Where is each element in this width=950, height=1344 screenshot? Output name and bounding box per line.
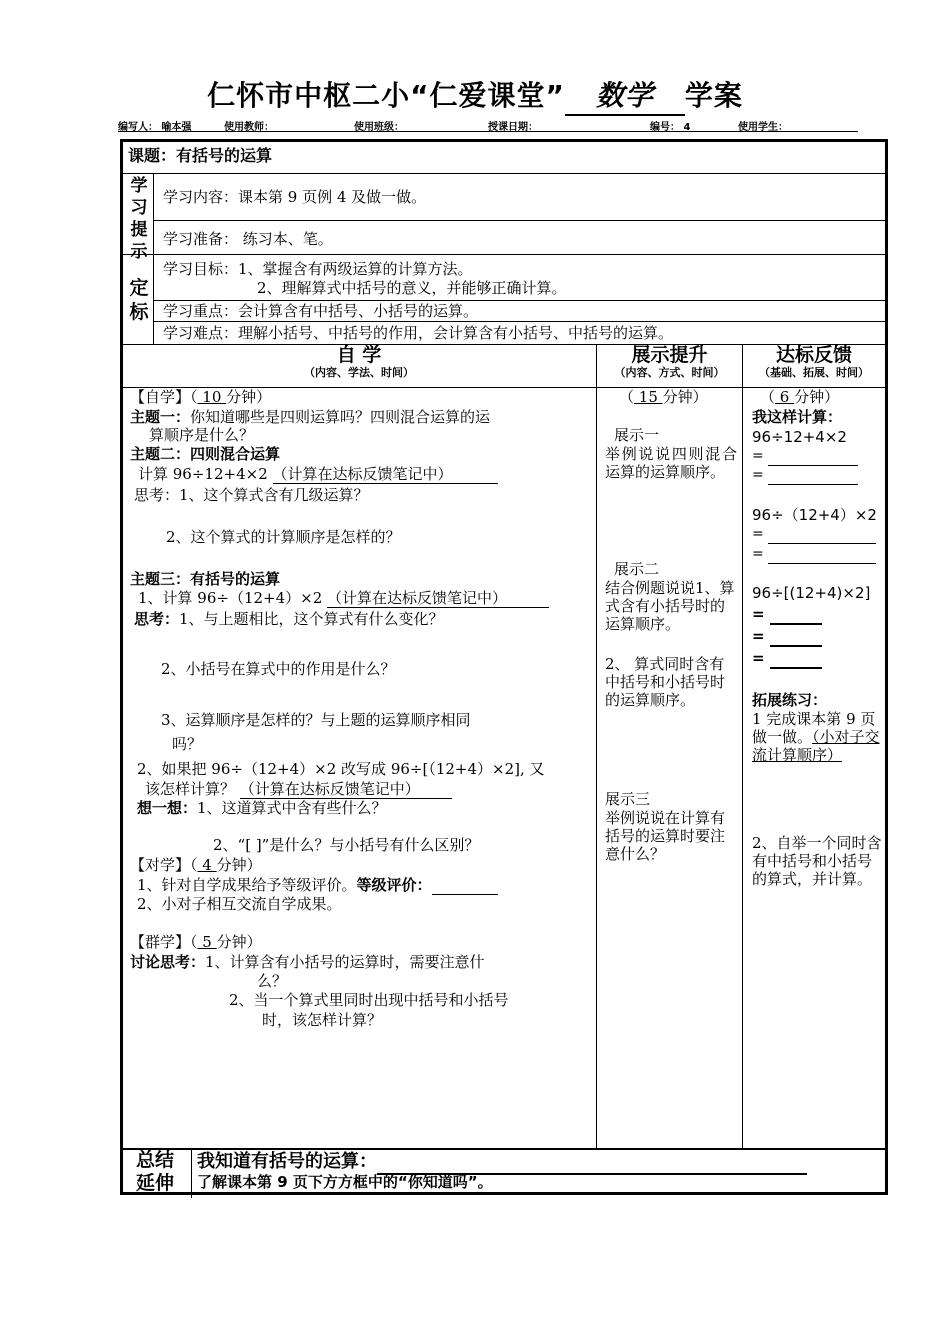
- feedback-eq-1b: =: [752, 466, 858, 485]
- meta-line: [118, 118, 858, 132]
- show-1-text: 举例说说四则混合运算的运算顺序。: [605, 445, 737, 481]
- discuss-2: 2、当一个算式里同时出现中括号和小括号: [229, 991, 509, 1009]
- discuss-1b: 么？: [257, 972, 288, 990]
- feedback-eq-2b: =: [752, 545, 876, 564]
- meta-writer: 编写人： 喻本强: [118, 122, 192, 133]
- feedback-eq-2a: =: [752, 525, 876, 544]
- theme-3-p2: 2、如果把 96÷（12+4）×2 改写成 96÷[（12+4）×2], 又: [137, 760, 545, 778]
- subject-field: 数学: [565, 74, 685, 116]
- show-3-text: 举例说说在计算有括号的运算时要注意什么？: [605, 809, 726, 863]
- feedback-expr-3: 96÷[(12+4)×2]: [752, 584, 871, 602]
- theme-2: 主题二：四则混合运算: [130, 445, 281, 463]
- theme-3-calc: 1、计算 96÷（12+4）×2 （计算在达标反馈笔记中）: [138, 589, 549, 608]
- tips-label: 学 习 提 示: [130, 176, 148, 262]
- feedback-eq-3a: =: [752, 605, 822, 625]
- page-title: [0, 74, 950, 116]
- col-header-show: 展示提升 （内容、方式、时间）: [614, 344, 725, 379]
- topic-title: 课题：有括号的运算: [128, 146, 273, 165]
- show-1-title: 展示一: [614, 426, 660, 444]
- goals-label: 定 标: [129, 277, 149, 323]
- meta-date: 授课日期：: [488, 122, 538, 133]
- goal-1: 学习目标：1、掌握含有两级运算的计算方法。: [163, 260, 473, 278]
- theme-3-q3b: 吗？: [172, 735, 203, 753]
- duixue-item-2: 2、小对子相互交流自学成果。: [137, 895, 342, 913]
- ext-title: 拓展练习：: [752, 691, 828, 709]
- summary-line-2: 了解课本第 9 页下方方框中的“你知道吗”。: [197, 1173, 493, 1191]
- feedback-calc-title: 我这样计算：: [752, 408, 843, 426]
- duixue-line: 【对学】（ 4 分钟）: [130, 856, 262, 874]
- feedback-time: （ 6 分钟）: [760, 388, 840, 406]
- feedback-expr-1: 96÷12+4×2: [752, 428, 847, 446]
- theme-3: 主题三：有括号的运算: [130, 570, 281, 588]
- meta-number: 编号： 4: [650, 122, 691, 133]
- meta-teacher: 使用教师：: [224, 122, 274, 133]
- theme-3-q3: 3、运算顺序是怎样的？与上题的运算顺序相同: [161, 711, 471, 729]
- theme-2-calc: 计算 96÷12+4×2 （计算在达标反馈笔记中）: [138, 465, 498, 484]
- show-3-title: 展示三: [605, 790, 651, 808]
- feedback-eq-3b: =: [752, 627, 822, 647]
- tips-content: 学习内容：课本第 9 页例 4 及做一做。: [163, 188, 427, 206]
- goal-difficulty: 学习难点：理解小括号、中括号的作用，会计算含有小括号、中括号的运算。: [163, 324, 674, 342]
- feedback-eq-1a: =: [752, 447, 858, 466]
- discuss-1: 讨论思考：1、计算含有小括号的运算时，需要注意什: [130, 953, 485, 971]
- show-2-text: 结合例题说说1、算式含有小括号时的运算顺序。: [605, 579, 735, 633]
- feedback-eq-3c: =: [752, 649, 822, 669]
- title-prefix: 仁怀市中枢二小“仁爱课堂”: [207, 79, 565, 112]
- col-header-feedback: 达标反馈 （基础、拓展、时间）: [759, 344, 869, 379]
- theme-1: 主题一：你知道哪些是四则运算吗？四则混合运算的运: [130, 408, 491, 426]
- zixue-line: 【自学】（ 10 分钟）: [130, 388, 272, 406]
- summary-line-1: 我知道有括号的运算：: [197, 1151, 807, 1175]
- goal-2: 2、理解算式中括号的意义，并能够正确计算。: [257, 279, 567, 297]
- title-suffix: 学案: [684, 79, 743, 112]
- think-line-1: 想一想：1、这道算式中含有些什么？: [137, 799, 387, 817]
- theme-3-p2b: 该怎样计算？ （计算在达标反馈笔记中）: [145, 780, 452, 799]
- qunxue-line: 【群学】（ 5 分钟）: [130, 933, 262, 951]
- theme-1-cont: 算顺序是什么？: [149, 426, 255, 444]
- duixue-item-1: 1、针对自学成果给予等级评价。等级评价：: [137, 876, 498, 895]
- feedback-expr-2: 96÷（12+4）×2: [752, 506, 877, 524]
- goal-key: 学习重点：会计算含有中括号、小括号的运算。: [163, 302, 479, 320]
- col-header-self: 自 学 （内容、学法、时间）: [304, 344, 414, 379]
- theme-2-q2: 2、这个算式的计算顺序是怎样的？: [166, 528, 401, 546]
- ext-1: 1 完成课本第 9 页做一做。（小对子交流计算顺序）: [752, 710, 880, 764]
- theme-2-think: 思考：1、这个算式含有几级运算？: [134, 486, 369, 504]
- theme-3-q2: 2、小括号在算式中的作用是什么？: [161, 660, 396, 678]
- discuss-2b: 时，该怎样计算？: [262, 1011, 383, 1029]
- meta-student: 使用学生：: [738, 122, 788, 133]
- show-2-text2: 2、 算式同时含有中括号和小括号时的运算顺序。: [605, 655, 726, 709]
- summary-label: 总结 延伸: [135, 1149, 174, 1194]
- meta-class: 使用班级：: [354, 122, 404, 133]
- theme-3-think: 思考：1、与上题相比，这个算式有什么变化？: [134, 610, 444, 628]
- tips-prep: 学习准备： 练习本、笔。: [163, 230, 333, 248]
- show-time: （ 15 分钟）: [619, 388, 708, 406]
- think-line-2: 2、“[ ]”是什么？与小括号有什么区别？: [213, 836, 480, 854]
- show-2-title: 展示二: [614, 560, 660, 578]
- ext-2: 2、自举一个同时含有中括号和小括号的算式，并计算。: [752, 834, 882, 888]
